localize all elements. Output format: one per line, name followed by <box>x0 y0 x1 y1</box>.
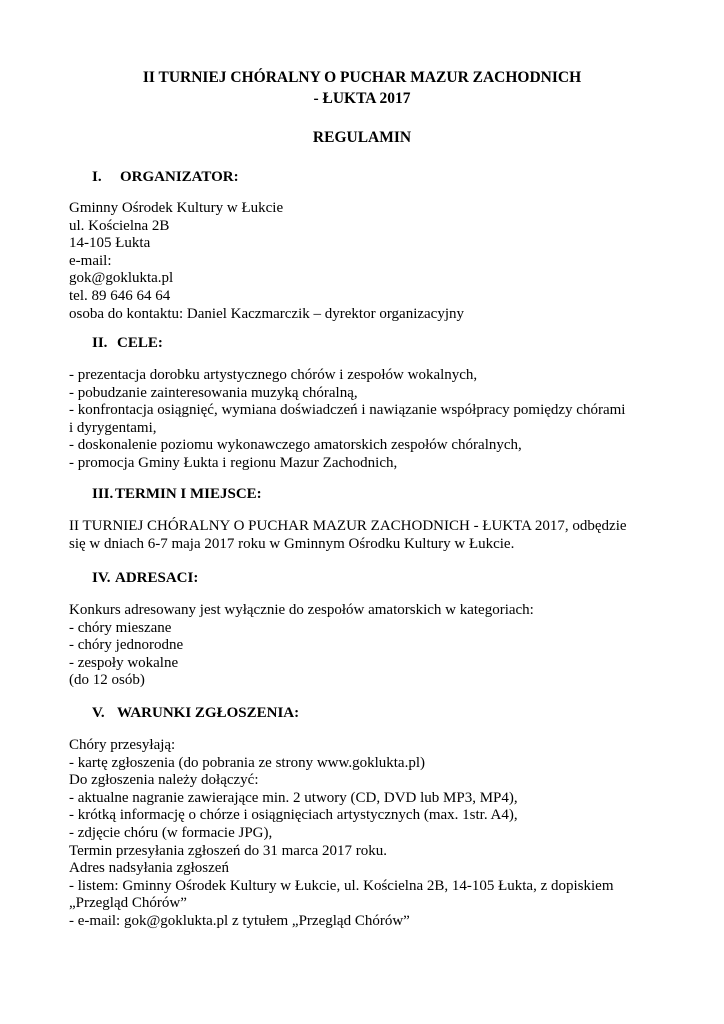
section-heading-organizator <box>92 167 239 187</box>
section-body-termin <box>69 518 669 553</box>
text-line: się w dniach 6-7 maja 2017 roku w Gminnym Ośrodku Kultury w Łukcie. <box>69 535 515 552</box>
section-body-warunki <box>69 737 669 931</box>
section-heading-warunki <box>92 703 299 723</box>
document-title-line-1: II TURNIEJ CHÓRALNY O PUCHAR MAZUR ZACHODNICH <box>142 69 582 86</box>
section-title: ORGANIZATOR: <box>120 169 239 185</box>
list-item: - promocja Gminy Łukta i regionu Mazur Zachodnich, <box>69 454 398 471</box>
section-number: V. <box>92 705 105 721</box>
section-number: II. <box>92 335 108 351</box>
email-text: gok@goklukta.pl <box>69 270 174 287</box>
document-subtitle: REGULAMIN <box>312 129 412 146</box>
list-item: - listem: Gminny Ośrodek Kultury w Łukcie, ul. Kościelna 2B, 14-105 Łukta, z dopiskiem <box>69 877 614 894</box>
section-title: CELE: <box>117 335 163 351</box>
list-item: - prezentacja dorobku artystycznego chórów i zespołów wokalnych, <box>69 367 478 383</box>
section-body-organizator <box>69 200 669 323</box>
list-item: - zespoły wokalne <box>69 654 179 671</box>
list-item: - doskonalenie poziomu wykonawczego amatorskich zespołów chóralnych, <box>69 437 522 454</box>
text-line: Adres nadsyłania zgłoszeń <box>69 860 229 877</box>
document-title-line-2: - ŁUKTA 2017 <box>313 90 411 107</box>
text-line: ul. Kościelna 2B <box>69 217 170 234</box>
list-item: - aktualne nagranie zawierające min. 2 utwory (CD, DVD lub MP3, MP4), <box>69 789 518 806</box>
list-item: - e-mail: gok@goklukta.pl z tytułem „Przegląd Chórów” <box>69 912 410 929</box>
section-body-adresaci <box>69 602 669 690</box>
list-item: - chóry mieszane <box>69 619 172 636</box>
list-item: - krótką informację o chórze i osiągnięciach artystycznych (max. 1str. A4), <box>69 807 518 824</box>
section-title: ADRESACI: <box>115 570 199 586</box>
text-line: e-mail: <box>69 252 112 269</box>
text-line: Konkurs adresowany jest wyłącznie do zespołów amatorskich w kategoriach: <box>69 602 534 618</box>
section-number: IV. <box>92 570 111 586</box>
section-body-cele <box>69 367 669 473</box>
text-line: II TURNIEJ CHÓRALNY O PUCHAR MAZUR ZACHODNICH - ŁUKTA 2017, odbędzie <box>69 518 627 534</box>
text-line: Gminny Ośrodek Kultury w Łukcie <box>69 200 284 216</box>
section-heading-cele <box>92 333 163 353</box>
section-heading-adresaci <box>92 568 198 588</box>
list-item: - chóry jednorodne <box>69 637 184 654</box>
list-item-continuation: „Przegląd Chórów” <box>69 895 187 912</box>
section-title: WARUNKI ZGŁOSZENIA: <box>117 705 300 721</box>
text-line: Chóry przesyłają: <box>69 737 176 753</box>
list-item: - pobudzanie zainteresowania muzyką chóralną, <box>69 384 358 401</box>
section-number: I. <box>92 169 102 185</box>
phone-text: tel. 89 646 64 64 <box>69 287 171 304</box>
list-item: - kartę zgłoszenia (do pobrania ze strony www.goklukta.pl) <box>69 754 425 771</box>
text-line: 14-105 Łukta <box>69 235 151 252</box>
list-item: - konfrontacja osiągnięć, wymiana doświadczeń i nawiązanie współpracy pomiędzy chórami <box>69 402 626 419</box>
text-line: Termin przesyłania zgłoszeń do 31 marca 2017 roku. <box>69 842 388 859</box>
list-item: - zdjęcie chóru (w formacie JPG), <box>69 824 273 841</box>
contact-person-text: osoba do kontaktu: Daniel Kaczmarczik – dyrektor organizacyjny <box>69 305 465 322</box>
section-heading-termin <box>92 484 262 504</box>
list-item-continuation: i dyrygentami, <box>69 419 157 436</box>
text-line: Do zgłoszenia należy dołączyć: <box>69 772 259 789</box>
section-title: TERMIN I MIEJSCE: <box>115 486 262 502</box>
text-line: (do 12 osób) <box>69 672 145 689</box>
section-number: III. <box>92 486 114 502</box>
